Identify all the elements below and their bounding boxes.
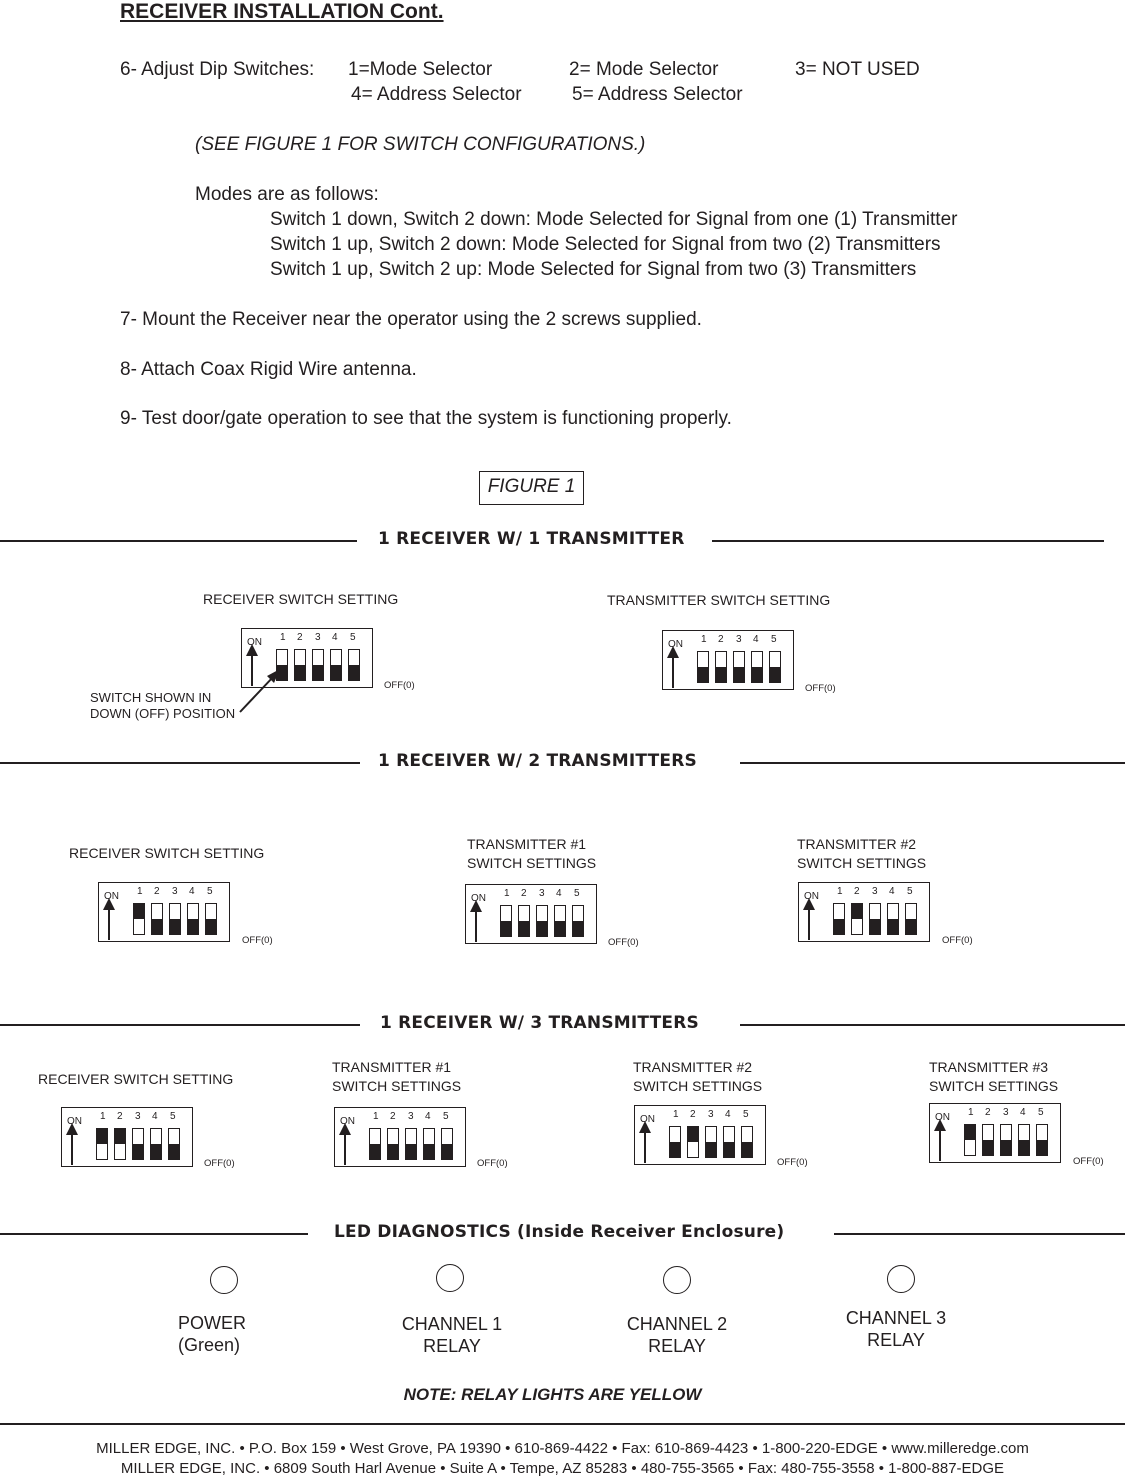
switch-number: 5 [350,632,356,643]
dip-switch-5 [168,1128,180,1160]
dip-switch-4 [330,649,342,681]
receiver-dip-switch [61,1107,193,1167]
step6-label: 6- Adjust Dip Switches: [120,59,315,80]
transmitter-dip-switch [662,630,794,690]
switch-number: 3 [708,1109,714,1120]
switch-number: 5 [574,888,580,899]
switch-number: 5 [907,886,913,897]
off-label: OFF(0) [777,1157,808,1168]
divider-line [0,540,357,542]
dip-switch-1 [697,651,709,683]
dip-switch-2 [151,903,163,935]
section-title: 1 RECEIVER W/ 1 TRANSMITTER [378,529,685,549]
off-label: OFF(0) [242,935,273,946]
on-label: ON [340,1116,355,1127]
pointer-note: SWITCH SHOWN IN DOWN (OFF) POSITION [90,690,236,721]
dip-switch-1 [669,1126,681,1158]
switch-number: 1 [701,634,707,645]
dip-switch-3 [169,903,181,935]
switch-number: 1 [280,632,286,643]
transmitter-caption: TRANSMITTER SWITCH SETTING [607,592,831,608]
channel3-led-icon [887,1265,915,1293]
switch-number: 4 [753,634,759,645]
switch-number: 2 [154,886,160,897]
dip-switch-2 [114,1128,126,1160]
switch-number: 1 [968,1107,974,1118]
step7: 7- Mount the Receiver near the operator using the 2 screws supplied. [120,309,702,330]
dip-switch-1 [500,905,512,937]
dip-switch-4 [554,905,566,937]
dip-switch-2 [982,1124,994,1156]
switch-number: 2 [854,886,860,897]
switch-number: 4 [189,886,195,897]
up-arrow-icon [672,652,674,688]
dip-switch-5 [905,903,917,935]
channel2-led-icon [663,1266,691,1294]
dip-switch-5 [205,903,217,935]
dip-switch-4 [187,903,199,935]
up-arrow-icon [808,904,810,940]
switch-number: 1 [504,888,510,899]
dip-switch-3 [705,1126,717,1158]
switch-number: 4 [152,1111,158,1122]
switch-number: 1 [673,1109,679,1120]
on-label: ON [668,639,683,650]
dip-switch-3 [405,1128,417,1160]
switch-number: 2 [390,1111,396,1122]
transmitter1-caption: TRANSMITTER #1 SWITCH SETTINGS [467,836,597,871]
dip-switch-1 [96,1128,108,1160]
receiver-caption: RECEIVER SWITCH SETTING [38,1071,234,1087]
switch-number: 2 [690,1109,696,1120]
on-label: ON [104,891,119,902]
transmitter2-dip-switch [634,1105,766,1165]
switch-number: 5 [170,1111,176,1122]
dip-switch-2 [294,649,306,681]
dip-switch-3 [733,651,745,683]
dip-switch-5 [441,1128,453,1160]
switch-number: 3 [736,634,742,645]
divider-line [0,1233,308,1235]
modes-header: Modes are as follows: [195,184,379,205]
channel1-led-label: CHANNEL 1 RELAY [401,1314,503,1356]
dip-switch-4 [150,1128,162,1160]
dip-switch-4 [887,903,899,935]
switch3-desc: 3= NOT USED [795,59,920,80]
transmitter2-caption: TRANSMITTER #2 SWITCH SETTINGS [797,836,927,871]
dip-switch-5 [348,649,360,681]
off-label: OFF(0) [1073,1156,1104,1167]
on-label: ON [804,891,819,902]
figure-label: FIGURE 1 [479,471,584,505]
channel1-led-icon [436,1264,464,1292]
divider-line [0,1024,360,1026]
divider-line [740,1024,1125,1026]
divider-line [712,540,1104,542]
transmitter1-dip-switch [465,884,597,944]
switch-number: 2 [985,1107,991,1118]
switch1-desc: 1=Mode Selector [348,59,493,80]
switch-number: 5 [771,634,777,645]
up-arrow-icon [71,1129,73,1165]
switch-number: 5 [1038,1107,1044,1118]
page-title: RECEIVER INSTALLATION Cont. [120,0,444,23]
switch-number: 1 [837,886,843,897]
switch4-desc: 4= Address Selector [351,84,522,105]
switch-number: 4 [889,886,895,897]
dip-switch-4 [751,651,763,683]
off-label: OFF(0) [384,680,415,691]
off-label: OFF(0) [204,1158,235,1169]
switch-number: 3 [172,886,178,897]
relay-note: NOTE: RELAY LIGHTS ARE YELLOW [403,1385,702,1404]
receiver-caption: RECEIVER SWITCH SETTING [69,845,265,861]
up-arrow-icon [344,1129,346,1165]
dip-switch-5 [1036,1124,1048,1156]
dip-switch-2 [387,1128,399,1160]
switch-number: 4 [1020,1107,1026,1118]
switch-number: 2 [521,888,527,899]
dip-switch-2 [851,903,863,935]
switch-number: 5 [443,1111,449,1122]
mode-line: Switch 1 up, Switch 2 up: Mode Selected for Signal from two (3) Transmitters [270,259,917,280]
divider-line [740,762,1125,764]
dip-switch-4 [1018,1124,1030,1156]
off-label: OFF(0) [608,937,639,948]
dip-switch-2 [715,651,727,683]
switch-number: 3 [872,886,878,897]
section-title: 1 RECEIVER W/ 3 TRANSMITTERS [380,1013,699,1033]
dip-switch-4 [723,1126,735,1158]
transmitter1-dip-switch [334,1107,466,1167]
power-led-icon [210,1266,238,1294]
led-section-title: LED DIAGNOSTICS (Inside Receiver Enclosure) [334,1222,785,1242]
step8: 8- Attach Coax Rigid Wire antenna. [120,359,417,380]
power-led-label: POWER (Green) [178,1313,247,1355]
up-arrow-icon [475,906,477,942]
dip-switch-5 [741,1126,753,1158]
switch-number: 1 [137,886,143,897]
switch-number: 1 [373,1111,379,1122]
switch-number: 5 [207,886,213,897]
up-arrow-icon [939,1125,941,1161]
receiver-dip-switch [98,882,230,942]
footer-divider [0,1423,1125,1425]
switch-number: 3 [1003,1107,1009,1118]
mode-line: Switch 1 down, Switch 2 down: Mode Selected for Signal from one (1) Transmitter [270,209,958,230]
switch-number: 1 [100,1111,106,1122]
switch-number: 2 [297,632,303,643]
dip-switch-5 [769,651,781,683]
switch-number: 4 [556,888,562,899]
dip-switch-3 [536,905,548,937]
dip-switch-1 [964,1124,976,1156]
dip-switch-4 [423,1128,435,1160]
switch-number: 5 [743,1109,749,1120]
switch-number: 4 [725,1109,731,1120]
divider-line [834,1233,1125,1235]
switch-number: 3 [408,1111,414,1122]
divider-line [0,762,360,764]
off-label: OFF(0) [805,683,836,694]
channel2-led-label: CHANNEL 2 RELAY [626,1314,728,1356]
step9: 9- Test door/gate operation to see that the system is functioning properly. [120,408,732,429]
transmitter3-caption: TRANSMITTER #3 SWITCH SETTINGS [929,1059,1059,1094]
on-label: ON [67,1116,82,1127]
on-label: ON [640,1114,655,1125]
transmitter3-dip-switch [929,1103,1061,1163]
dip-switch-3 [869,903,881,935]
switch-number: 2 [117,1111,123,1122]
up-arrow-icon [108,904,110,940]
mode-line: Switch 1 up, Switch 2 down: Mode Selected for Signal from two (2) Transmitters [270,234,941,255]
see-figure-note: (SEE FIGURE 1 FOR SWITCH CONFIGURATIONS.) [195,134,646,155]
dip-switch-2 [687,1126,699,1158]
switch-number: 3 [539,888,545,899]
on-label: ON [247,637,262,648]
switch-number: 3 [315,632,321,643]
channel3-led-label: CHANNEL 3 RELAY [845,1308,947,1350]
off-label: OFF(0) [477,1158,508,1169]
switch-number: 2 [718,634,724,645]
footer-line1: MILLER EDGE, INC. • P.O. Box 159 • West Grove, PA 19390 • 610-869-4422 • Fax: 610-869-4423 • 1-800-220-EDGE • www.milleredge.com [96,1440,1029,1457]
transmitter1-caption: TRANSMITTER #1 SWITCH SETTINGS [332,1059,462,1094]
dip-switch-1 [833,903,845,935]
switch-number: 4 [332,632,338,643]
pointer-arrow-icon [236,664,284,716]
on-label: ON [471,893,486,904]
switch-number: 4 [425,1111,431,1122]
dip-switch-3 [312,649,324,681]
dip-switch-2 [518,905,530,937]
switch2-desc: 2= Mode Selector [569,59,719,80]
dip-switch-3 [1000,1124,1012,1156]
dip-switch-1 [133,903,145,935]
dip-switch-1 [369,1128,381,1160]
dip-switch-5 [572,905,584,937]
footer-line2: MILLER EDGE, INC. • 6809 South Harl Avenue • Suite A • Tempe, AZ 85283 • 480-755-3565 • Fax: 480-755-3558 • 1-800-887-EDGE [120,1460,1005,1477]
off-label: OFF(0) [942,935,973,946]
receiver-caption: RECEIVER SWITCH SETTING [203,591,399,607]
switch5-desc: 5= Address Selector [572,84,743,105]
up-arrow-icon [644,1127,646,1163]
transmitter2-dip-switch [798,882,930,942]
section-title: 1 RECEIVER W/ 2 TRANSMITTERS [378,751,697,771]
on-label: ON [935,1112,950,1123]
transmitter2-caption: TRANSMITTER #2 SWITCH SETTINGS [633,1059,763,1094]
dip-switch-3 [132,1128,144,1160]
switch-number: 3 [135,1111,141,1122]
